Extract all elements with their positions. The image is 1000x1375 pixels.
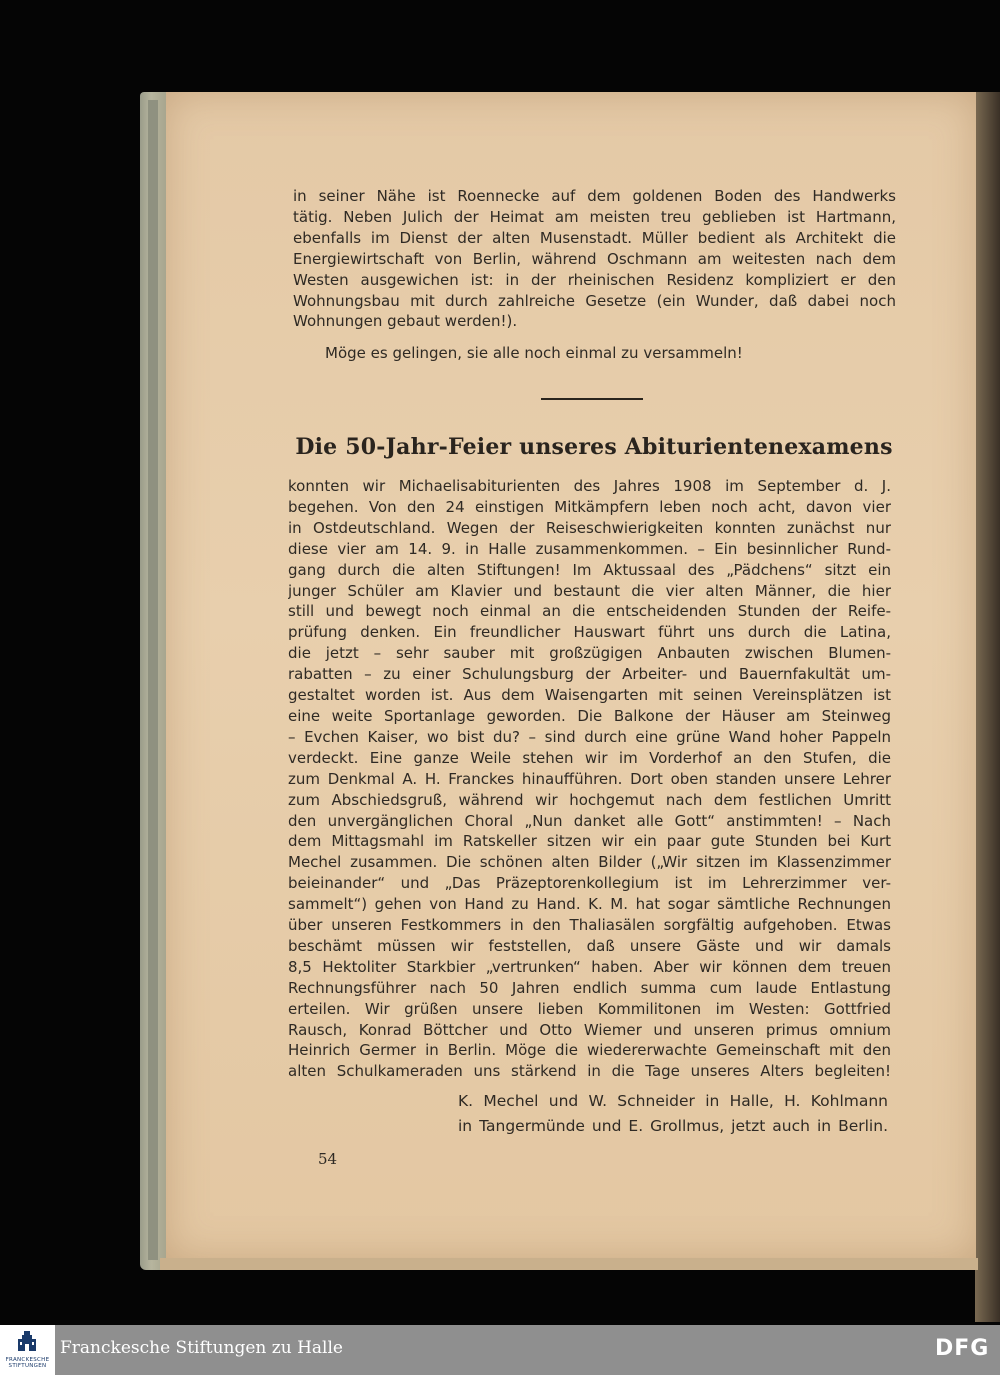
page-bottom-edge <box>160 1258 978 1270</box>
text-line: erteilen. Wir grüßen unsere lieben Kommilitonen im Westen: Gottfried <box>288 999 891 1018</box>
facing-page-edge <box>975 92 1000 1322</box>
text-line: rabatten – zu einer Schulungsburg der Arbeiter- und Bauernfakultät um- <box>288 665 891 684</box>
text-line: – Evchen Kaiser, wo bist du? – sind durch eine grüne Wand hoher Pappeln <box>288 727 891 746</box>
text-line: beieinander“ und „Das Präzeptorenkollegium ist im Lehrerzimmer ver- <box>288 874 891 893</box>
text-line: ebenfalls im Dienst der alten Musenstadt. Müller bedient als Architekt die <box>293 228 896 247</box>
text-line: Mechel zusammen. Die schönen alten Bilder („Wir sitzen im Klassenzimmer <box>288 853 891 872</box>
text-line: Möge es gelingen, sie alle noch einmal zu versammeln! <box>325 344 743 362</box>
article-body <box>288 476 891 1082</box>
logo-caption <box>2 1357 53 1369</box>
text-line: Rausch, Konrad Böttcher und Otto Wiemer und unseren primus omnium <box>288 1020 891 1039</box>
text-line: still und bewegt noch einmal an die entscheidenden Stunden der Reife- <box>288 602 891 621</box>
text-line: in seiner Nähe ist Roennecke auf dem goldenen Boden des Handwerks <box>293 187 896 205</box>
logo-caption-line: STIFTUNGEN <box>8 1363 47 1369</box>
text-line: zum Denkmal A. H. Franckes hinaufführen. Dort oben standen unsere Lehrer <box>288 769 891 788</box>
text-line: gestaltet worden ist. Aus dem Waisengarten mit seinen Vereinsplätzen ist <box>288 686 891 705</box>
text-line: dem Mittagsmahl im Ratskeller sitzen wir ein paar gute Stunden bei Kurt <box>288 832 891 851</box>
text-line: Energiewirtschaft von Berlin, während Oschmann am weitesten nach dem <box>293 249 896 268</box>
text-line: diese vier am 14. 9. in Halle zusammenkommen. – Ein besinnlicher Rund- <box>288 539 891 558</box>
text-line: Heinrich Germer in Berlin. Möge die wiedererwachte Gemeinschaft mit den <box>288 1041 891 1060</box>
text-line: beschämt müssen wir feststellen, daß unsere Gäste und wir damals <box>288 936 891 955</box>
text-line: den unvergänglichen Choral „Nun danket alle Gott“ anstimmten! – Nach <box>288 811 891 830</box>
text-line: gang durch die alten Stiftungen! Im Aktussaal des „Pädchens“ sitzt ein <box>288 560 891 579</box>
text-line: junger Schüler am Klavier und bestaunt die vier alten Männer, die hier <box>288 581 891 600</box>
section-divider <box>541 398 643 400</box>
text-line: die jetzt – sehr sauber mit großzügigen Anbauten zwischen Blumen- <box>288 644 891 663</box>
franckesche-logo[interactable] <box>0 1325 55 1375</box>
book-spine-shadow <box>148 100 158 1260</box>
text-line: begehen. Von den 24 einstigen Mitkämpfern leben noch acht, davon vier <box>288 497 891 516</box>
text-line: verdeckt. Eine ganze Weile stehen wir im Vorderhof an den Stufen, die <box>288 748 891 767</box>
text-line: sammelt“) gehen von Hand zu Hand. K. M. hat sogar sämtliche Rechnungen <box>288 895 891 914</box>
text-line: Rechnungsführer nach 50 Jahren endlich summa cum laude Entlastung <box>288 978 891 997</box>
text-line: über unseren Festkommers in den Thaliasälen sorgfältig aufgehoben. Etwas <box>288 916 891 935</box>
building-icon <box>15 1330 39 1352</box>
text-line: eine weite Sportanlage geworden. Die Balkone der Häuser am Steinweg <box>288 706 891 725</box>
text-line: Wohnungsbau mit durch zahlreiche Gesetze (ein Wunder, daß dabei noch <box>293 291 896 310</box>
text-line: prüfung denken. Ein freundlicher Hauswart führt uns durch die Latina, <box>288 623 891 642</box>
text-line: alten Schulkameraden uns stärkend in die Tage unseres Alters begleiten! <box>288 1062 891 1081</box>
signature-line: in Tangermünde und E. Grollmus, jetzt auch in Berlin. <box>458 1117 888 1135</box>
section-heading: Die 50-Jahr-Feier unseres Abiturientenexamens <box>295 434 893 460</box>
text-line: zum Abschiedsgruß, während wir hochgemut nach dem festlichen Umritt <box>288 790 891 809</box>
text-line: 8,5 Hektoliter Starkbier „vertrunken“ haben. Aber wir können dem treuen <box>288 957 891 976</box>
page-number: 54 <box>318 1150 338 1168</box>
text-line: tätig. Neben Julich der Heimat am meisten treu geblieben ist Hartmann, <box>293 207 896 226</box>
text-line: Wohnungen gebaut werden!). <box>293 312 518 331</box>
text-line: in Ostdeutschland. Wegen der Reiseschwierigkeiten konnten zunächst nur <box>288 518 891 537</box>
text-line: Westen ausgewichen ist: in der rheinischen Residenz kompliziert er den <box>293 270 896 289</box>
footer-title[interactable]: Franckesche Stiftungen zu Halle <box>60 1338 343 1358</box>
text-line: konnten wir Michaelisabiturienten des Jahres 1908 im September d. J. <box>288 477 891 495</box>
logo-caption-line: FRANCKESCHE <box>5 1357 50 1363</box>
paragraph-wish <box>293 343 896 364</box>
paragraph-intro <box>293 186 896 332</box>
signature-line: K. Mechel und W. Schneider in Halle, H. Kohlmann <box>458 1092 888 1110</box>
dfg-logo[interactable]: DFG <box>935 1336 990 1361</box>
